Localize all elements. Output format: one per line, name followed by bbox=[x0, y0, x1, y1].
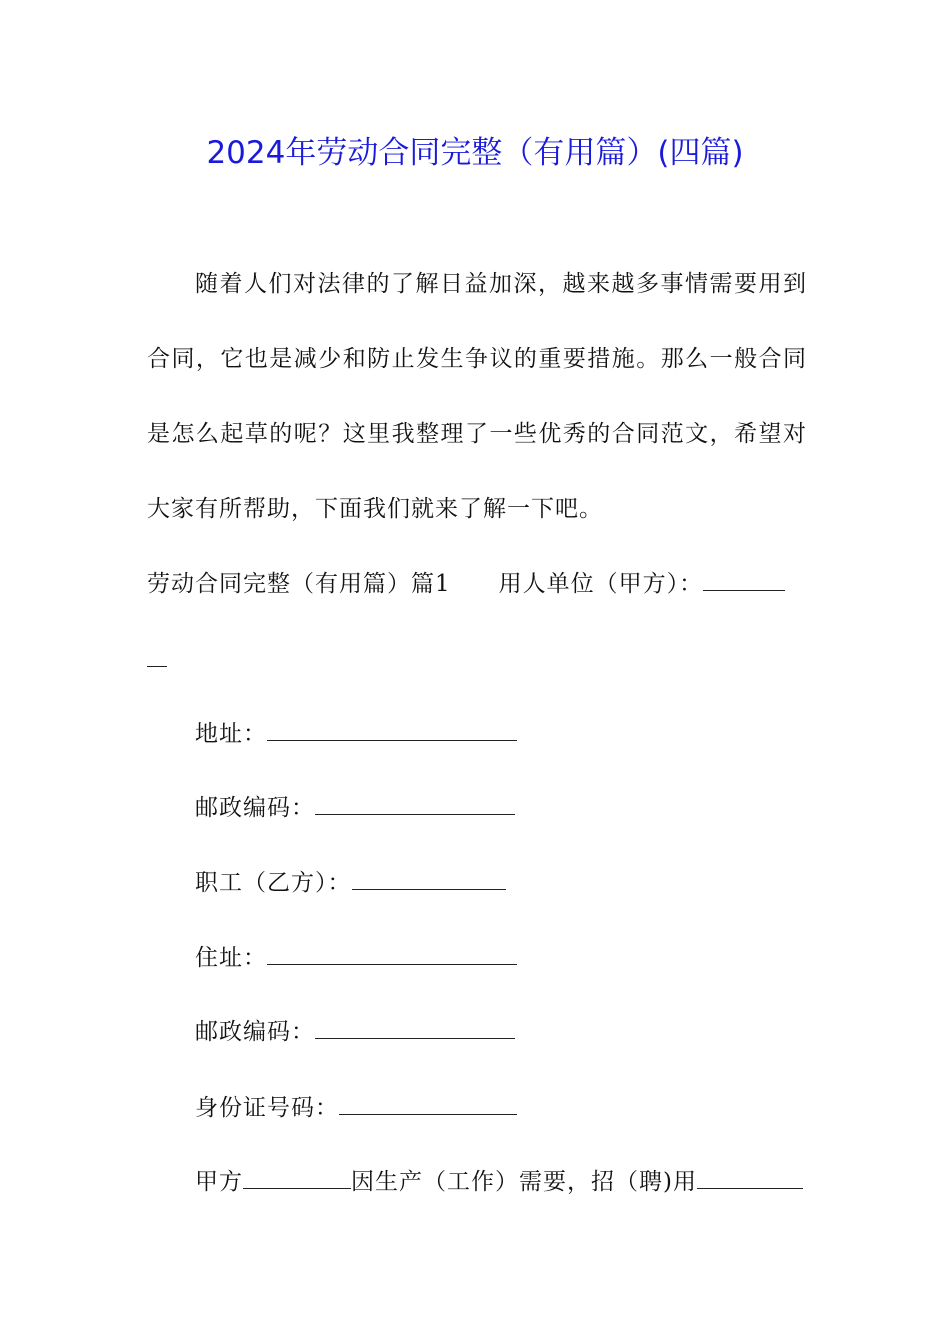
address-blank bbox=[267, 716, 517, 741]
intro-line-3: 是怎么起草的呢？这里我整理了一些优秀的合同范文，希望对 bbox=[147, 421, 807, 447]
id-number-row bbox=[195, 1088, 515, 1128]
residence-blank bbox=[267, 940, 517, 965]
employee-blank bbox=[352, 865, 506, 890]
section-heading: 劳动合同完整（有用篇）篇1 bbox=[147, 571, 451, 597]
document-title: 2024年劳动合同完整（有用篇）(四篇) bbox=[206, 135, 744, 171]
postal-code-label-2: 邮政编码： bbox=[195, 1019, 315, 1045]
intro-line-4: 大家有所帮助，下面我们就来了解一下吧。 bbox=[147, 496, 603, 522]
employer-blank-continuation-row bbox=[147, 640, 807, 680]
section-heading-row bbox=[147, 564, 807, 604]
intro-line-2: 合同，它也是减少和防止发生争议的重要措施。那么一般合同 bbox=[147, 346, 807, 372]
recruitment-row bbox=[195, 1162, 807, 1202]
employer-label: 用人单位（甲方）： bbox=[498, 571, 704, 597]
postal-code-blank-2 bbox=[315, 1014, 515, 1039]
postal-code-blank-1 bbox=[315, 790, 515, 815]
intro-line-1: 随着人们对法律的了解日益加深，越来越多事情需要用到 bbox=[195, 271, 807, 297]
employer-blank-continuation bbox=[147, 642, 167, 667]
id-number-label: 身份证号码： bbox=[195, 1095, 339, 1121]
residence-label: 住址： bbox=[195, 945, 267, 971]
employee-row bbox=[195, 863, 515, 903]
address-row bbox=[195, 714, 515, 754]
party-a-blank bbox=[243, 1164, 351, 1189]
address-label: 地址： bbox=[195, 721, 267, 747]
id-number-blank bbox=[339, 1090, 517, 1115]
postal-code-row-2 bbox=[195, 1012, 515, 1052]
residence-row bbox=[195, 938, 515, 978]
recruitment-text: 因生产（工作）需要，招（聘)用 bbox=[351, 1169, 697, 1195]
recruit-blank bbox=[697, 1164, 803, 1189]
employer-blank bbox=[703, 566, 785, 591]
postal-code-label-1: 邮政编码： bbox=[195, 795, 315, 821]
party-a-label: 甲方 bbox=[195, 1169, 243, 1195]
postal-code-row-1 bbox=[195, 788, 515, 828]
employee-label: 职工（乙方）： bbox=[195, 870, 352, 896]
